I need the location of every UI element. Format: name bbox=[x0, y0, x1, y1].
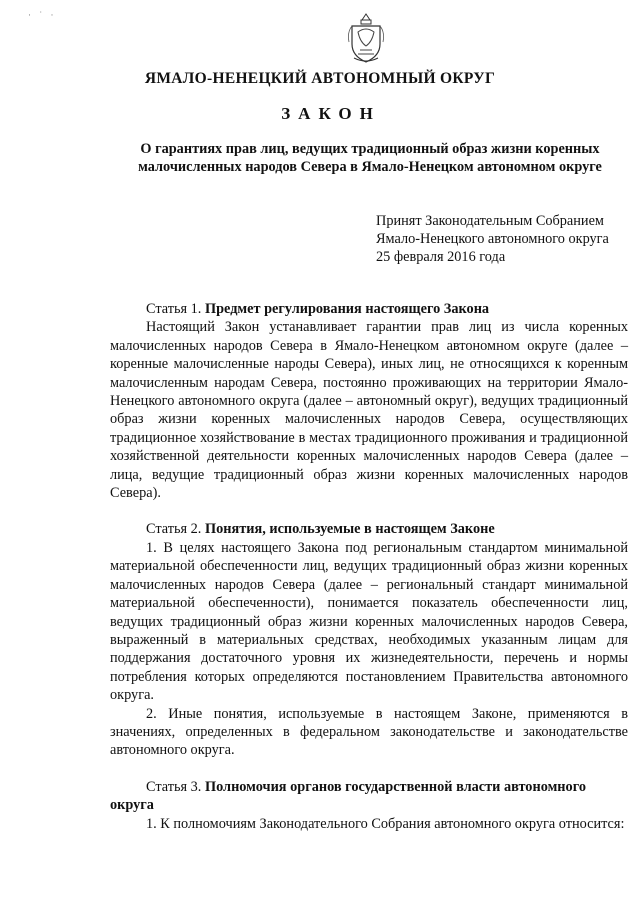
law-subject: О гарантиях прав лиц, ведущих традиционный образ жизни коренных малочисленных народов Севера в Ямало-Ненецком автономном округе bbox=[138, 141, 602, 175]
adoption-line: Принят Законодательным Собранием bbox=[376, 213, 604, 229]
article-2-heading bbox=[110, 520, 628, 538]
scan-artifact: · ˙ · bbox=[28, 10, 57, 20]
article-paragraph: 1. К полномочиям Законодательного Собрания автономного округа относится: bbox=[146, 815, 625, 832]
adoption-info bbox=[376, 212, 636, 266]
article-number: Статья 3. bbox=[146, 778, 202, 795]
article-title: Понятия, используемые в настоящем Законе bbox=[204, 521, 495, 538]
coat-of-arms-icon bbox=[346, 12, 386, 64]
article-paragraph: 2. Иные понятия, используемые в настоящем Законе, применяются в значениях, определенных в федеральном законодательстве и законодательстве автономного округа. bbox=[110, 705, 628, 759]
article-3-heading bbox=[110, 778, 628, 815]
law-body bbox=[110, 300, 628, 833]
document-type: ЗАКОН bbox=[281, 104, 381, 123]
article-paragraph: Настоящий Закон устанавливает гарантии прав лиц из числа коренных малочисленных народов Севера в Ямало-Ненецком автономном округе (далее – коренные малочисленные народы Севера), иных лиц, не относящихся к коренным малочисленным народам Севера, постоянно проживающих на территории Ямало-Ненецкого автономного округа (далее – автономный округ), ведущих традиционный образ жизни коренных малочисленных народов Севера, осуществляющих традиционное хозяйствование в местах традиционного проживания и традиционной хозяйственной деятельности коренных малочисленных народов Севера (далее – лица, ведущие традиционный образ жизни коренных малочисленных народов Севера). bbox=[110, 319, 628, 502]
region-title: ЯМАЛО-НЕНЕЦКИЙ АВТОНОМНЫЙ ОКРУГ bbox=[144, 70, 496, 87]
adoption-line: Ямало-Ненецкого автономного округа bbox=[376, 231, 609, 247]
article-paragraph: 1. В целях настоящего Закона под региональным стандартом минимальной материальной обеспеченности лиц, ведущих традиционный образ жизни коренных малочисленных народов Севера (далее – региональный стандарт минимальной материальной обеспеченности), понимается показатель обеспеченности лиц, ведущих традиционный образ жизни коренных малочисленных народов Севера, выраженный в материальных средствах, необходимых указанным лицам для поддержания достаточного уровня их жизнедеятельности, перечень и нормы потребления которых определяются постановлением Правительства автономного округа. bbox=[110, 539, 628, 704]
article-title: Предмет регулирования настоящего Закона bbox=[204, 301, 490, 317]
article-title: Полномочия органов государственной власти автономного округа bbox=[110, 778, 586, 814]
adoption-date: 25 февраля 2016 года bbox=[376, 249, 506, 265]
article-1-heading bbox=[110, 300, 628, 318]
article-number: Статья 1. bbox=[146, 301, 202, 317]
article-number: Статья 2. bbox=[146, 521, 202, 538]
